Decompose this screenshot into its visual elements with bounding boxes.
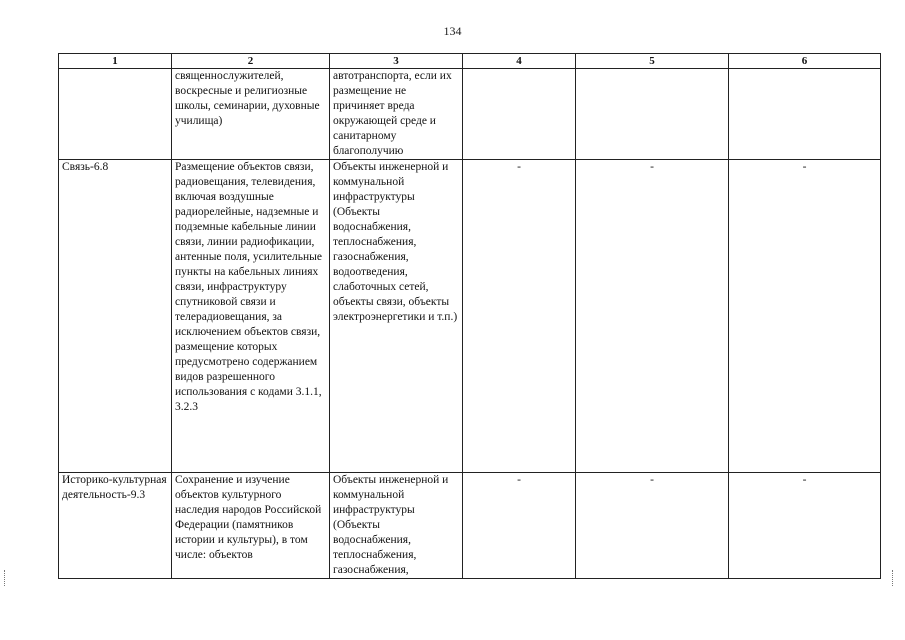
scan-edge-mark xyxy=(892,570,896,586)
column-header-3: 3 xyxy=(330,54,463,69)
table-cell: Размещение объектов связи, радиовещания, телевидения, включая воздушные радиорелейные, надземные и подземные кабельные линии связи, линии радиофикации, антенные поля, усилительные пункты на кабельных линиях связи, инфраструктуру спутниковой связи и телерадиовещания, за исключением объектов связи, размещение которых предусмотрено содержанием видов разрешенного использования с кодами 3.1.1, 3.2.3 xyxy=(172,160,330,473)
column-header-4: 4 xyxy=(463,54,576,69)
table-cell: автотранспорта, если их размещение не причиняет вреда окружающей среде и санитарному благополучию xyxy=(330,69,463,160)
table-cell: - xyxy=(463,473,576,579)
table-cell: Историко-культурная деятельность-9.3 xyxy=(59,473,172,579)
table-cell: - xyxy=(729,160,881,473)
scan-edge-mark xyxy=(4,570,8,586)
table-row xyxy=(59,473,881,579)
table-cell: - xyxy=(463,160,576,473)
table-cell xyxy=(59,69,172,160)
land-use-table xyxy=(58,53,881,579)
table-cell: - xyxy=(576,160,729,473)
table-cell xyxy=(729,69,881,160)
table-cell: - xyxy=(729,473,881,579)
table-row xyxy=(59,69,881,160)
page-number: 134 xyxy=(443,24,462,38)
column-header-1: 1 xyxy=(59,54,172,69)
table-cell: Связь-6.8 xyxy=(59,160,172,473)
column-header-2: 2 xyxy=(172,54,330,69)
table-cell: - xyxy=(576,473,729,579)
table-cell: Объекты инженерной и коммунальной инфраструктуры (Объекты водоснабжения, теплоснабжения, газоснабжения, xyxy=(330,473,463,579)
table-cell: священнослужителей, воскресные и религиозные школы, семинарии, духовные училища) xyxy=(172,69,330,160)
table-cell: Объекты инженерной и коммунальной инфраструктуры (Объекты водоснабжения, теплоснабжения, газоснабжения, водоотведения, слаботочных сетей, объекты связи, объекты электроэнергетики и т.п.) xyxy=(330,160,463,473)
table-cell: Сохранение и изучение объектов культурного наследия народов Российской Федерации (памятников истории и культуры), в том числе: объектов xyxy=(172,473,330,579)
column-header-6: 6 xyxy=(729,54,881,69)
column-header-5: 5 xyxy=(576,54,729,69)
table-cell xyxy=(576,69,729,160)
table-row xyxy=(59,160,881,473)
table-header-row xyxy=(59,54,881,69)
table-cell xyxy=(463,69,576,160)
